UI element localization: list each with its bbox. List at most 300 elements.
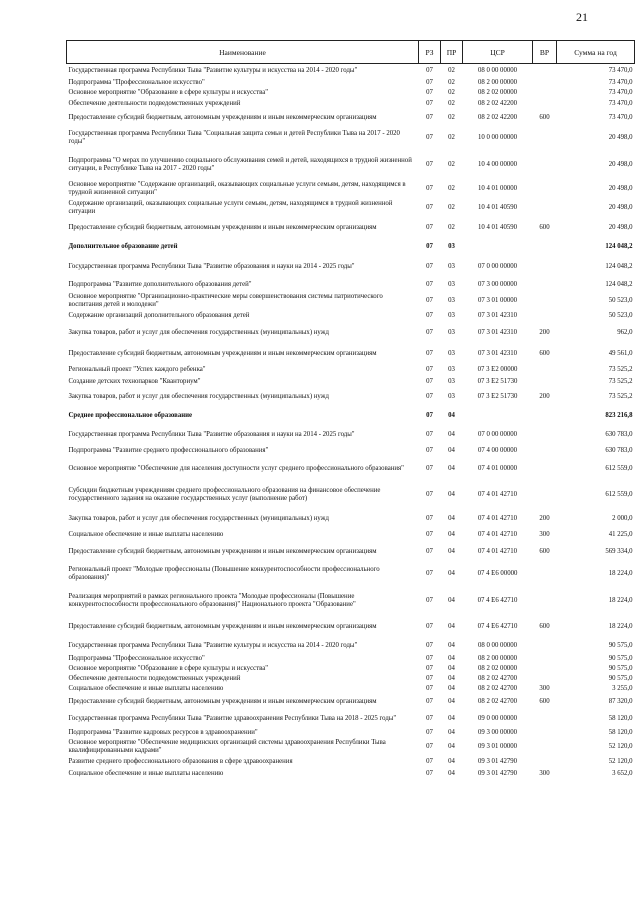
row-rz-cell: 07 xyxy=(426,88,433,96)
table-row xyxy=(67,388,635,406)
row-name-cell: Государственная программа Республики Тыва "Развитие культуры и искусства на 2014 - 2020 годы" xyxy=(68,67,358,75)
row-csr-cell: 09 3 01 00000 xyxy=(477,742,518,750)
row-name-cell: Субсидии бюджетным учреждениям среднего профессионального образования на финансовое обеспечение государственного задания на оказание государственных услуг (выполнение работ) xyxy=(68,487,381,502)
row-rz-cell: 07 xyxy=(426,728,433,736)
row-vr-cell xyxy=(533,364,557,376)
row-rz-cell: 07 xyxy=(426,262,433,270)
row-rz-cell: 07 xyxy=(426,311,433,319)
row-rz-cell: 07 xyxy=(426,113,433,121)
row-csr-cell: 08 2 02 00000 xyxy=(477,664,518,672)
row-name-cell: Предоставление субсидий бюджетным, автономным учреждениям и иным некоммерческим организациям xyxy=(68,697,377,705)
budget-table xyxy=(66,40,635,780)
row-rz-cell: 07 xyxy=(426,328,433,336)
table-row xyxy=(67,528,635,542)
row-name-cell: Основное мероприятие "Образование в сфере культуры и искусства" xyxy=(68,88,269,96)
table-row xyxy=(67,256,635,278)
table-row xyxy=(67,180,635,198)
row-rz-cell: 07 xyxy=(426,365,433,373)
row-vr-cell xyxy=(533,88,557,98)
row-sum-cell: 630 783,0 xyxy=(605,430,633,438)
row-sum-cell: 823 216,8 xyxy=(605,411,633,419)
table-row xyxy=(67,198,635,218)
row-vr-cell: 300 xyxy=(539,769,550,777)
row-vr-cell xyxy=(533,654,557,664)
table-row xyxy=(67,238,635,256)
row-vr-cell xyxy=(533,638,557,654)
row-vr-cell xyxy=(533,710,557,728)
row-csr-cell: 09 3 00 00000 xyxy=(477,728,518,736)
row-vr-cell xyxy=(533,98,557,110)
row-vr-cell xyxy=(533,198,557,218)
table-row xyxy=(67,278,635,292)
row-name-cell: Государственная программа Республики Тыва "Развитие здравоохранения Республики Тыва на 2018 - 2025 годы" xyxy=(68,714,397,722)
row-name-cell: Предоставление субсидий бюджетным, автономным учреждениям и иным некоммерческим организациям xyxy=(68,547,377,555)
row-sum-cell: 124 048,2 xyxy=(605,262,633,270)
row-name-cell: Государственная программа Республики Тыва "Развитие образования и науки на 2014 - 2025 годы" xyxy=(68,430,355,438)
row-sum-cell: 52 120,0 xyxy=(608,757,633,765)
row-rz-cell: 07 xyxy=(426,99,433,107)
table-row xyxy=(67,562,635,586)
row-sum-cell: 58 120,0 xyxy=(608,714,633,722)
row-vr-cell: 300 xyxy=(539,684,550,692)
table-row xyxy=(67,426,635,444)
row-pr-cell: 04 xyxy=(448,430,455,438)
row-sum-cell: 962,0 xyxy=(617,328,633,336)
table-row xyxy=(67,510,635,528)
row-sum-cell: 73 525,2 xyxy=(608,365,633,373)
row-vr-cell xyxy=(533,586,557,616)
row-pr-cell: 02 xyxy=(448,88,455,96)
row-sum-cell: 612 559,0 xyxy=(605,464,633,472)
row-pr-cell: 03 xyxy=(448,349,455,357)
row-rz-cell: 07 xyxy=(426,674,433,682)
row-pr-cell: 03 xyxy=(448,392,455,400)
row-sum-cell: 20 498,0 xyxy=(608,160,633,168)
row-vr-cell: 600 xyxy=(539,622,550,630)
row-csr-cell: 07 4 01 42710 xyxy=(477,514,518,522)
row-pr-cell: 04 xyxy=(448,547,455,555)
row-pr-cell: 04 xyxy=(448,514,455,522)
row-name-cell: Предоставление субсидий бюджетным, автономным учреждениям и иным некоммерческим организациям xyxy=(68,349,377,357)
table-row xyxy=(67,444,635,458)
row-name-cell: Закупка товаров, работ и услуг для обеспечения государственных (муниципальных) нужд xyxy=(68,328,329,336)
table-row xyxy=(67,728,635,738)
row-pr-cell: 04 xyxy=(448,728,455,736)
row-vr-cell xyxy=(533,728,557,738)
row-pr-cell: 03 xyxy=(448,377,455,385)
row-csr-cell: 07 3 01 42310 xyxy=(477,311,518,319)
row-csr-cell: 09 3 01 42790 xyxy=(477,757,518,765)
row-rz-cell: 07 xyxy=(426,514,433,522)
row-pr-cell: 02 xyxy=(448,78,455,86)
row-rz-cell: 07 xyxy=(426,569,433,577)
row-name-cell: Среднее профессиональное образование xyxy=(68,411,193,419)
row-name-cell: Обеспечение деятельности подведомственных учреждений xyxy=(68,674,241,682)
row-pr-cell: 04 xyxy=(448,654,455,662)
row-vr-cell xyxy=(533,664,557,674)
row-csr-cell: 08 0 00 00000 xyxy=(477,67,518,75)
row-rz-cell: 07 xyxy=(426,697,433,705)
row-sum-cell: 90 575,0 xyxy=(608,654,633,662)
row-name-cell: Социальное обеспечение и иные выплаты населению xyxy=(68,684,224,692)
table-row xyxy=(67,78,635,88)
row-rz-cell: 07 xyxy=(426,757,433,765)
row-vr-cell xyxy=(533,126,557,150)
row-rz-cell: 07 xyxy=(426,349,433,357)
row-sum-cell: 3 652,0 xyxy=(612,769,633,777)
table-row xyxy=(67,458,635,480)
row-pr-cell: 02 xyxy=(448,99,455,107)
row-name-cell: Подпрограмма "Профессиональное искусство" xyxy=(68,78,205,86)
row-rz-cell: 07 xyxy=(426,184,433,192)
row-pr-cell: 04 xyxy=(448,622,455,630)
row-rz-cell: 07 xyxy=(426,411,433,419)
row-csr-cell xyxy=(463,406,533,426)
row-rz-cell: 07 xyxy=(426,742,433,750)
row-csr-cell: 10 4 00 00000 xyxy=(477,160,518,168)
table-row xyxy=(67,654,635,664)
table-row xyxy=(67,322,635,344)
row-name-cell: Предоставление субсидий бюджетным, автономным учреждениям и иным некоммерческим организациям xyxy=(68,113,377,121)
row-name-cell: Подпрограмма "О мерах по улучшению социального обслуживания семей и детей, находящихся в трудной жизненной ситуации, в Республике Тыва на 2017 - 2020 годы" xyxy=(68,157,412,172)
row-sum-cell: 569 334,0 xyxy=(605,547,633,555)
row-vr-cell: 600 xyxy=(539,223,550,231)
row-pr-cell: 04 xyxy=(448,490,455,498)
table-row xyxy=(67,694,635,710)
row-vr-cell xyxy=(533,738,557,756)
row-rz-cell: 07 xyxy=(426,490,433,498)
table-row xyxy=(67,768,635,780)
row-vr-cell xyxy=(533,256,557,278)
row-rz-cell: 07 xyxy=(426,377,433,385)
row-rz-cell: 07 xyxy=(426,714,433,722)
row-rz-cell: 07 xyxy=(426,67,433,75)
row-pr-cell: 04 xyxy=(448,464,455,472)
table-row xyxy=(67,344,635,364)
row-pr-cell: 04 xyxy=(448,742,455,750)
header-rz: РЗ xyxy=(419,41,441,64)
row-vr-cell xyxy=(533,238,557,256)
row-rz-cell: 07 xyxy=(426,280,433,288)
row-pr-cell: 04 xyxy=(448,446,455,454)
row-sum-cell: 90 575,0 xyxy=(608,641,633,649)
row-name-cell: Региональный проект "Молодые профессионалы (Повышение конкурентоспособности профессионального образования)" xyxy=(68,566,380,581)
row-sum-cell: 612 559,0 xyxy=(605,490,633,498)
table-body xyxy=(67,64,635,780)
row-csr-cell: 08 2 02 42200 xyxy=(477,99,518,107)
row-csr-cell: 07 3 Е2 51730 xyxy=(477,377,518,385)
row-pr-cell: 04 xyxy=(448,714,455,722)
table-row xyxy=(67,638,635,654)
row-vr-cell xyxy=(533,458,557,480)
row-vr-cell: 600 xyxy=(539,349,550,357)
row-csr-cell: 10 4 01 00000 xyxy=(477,184,518,192)
page-number: 21 xyxy=(576,10,588,24)
table-row xyxy=(67,150,635,180)
row-vr-cell xyxy=(533,444,557,458)
row-csr-cell: 08 2 02 42700 xyxy=(477,674,518,682)
row-name-cell: Закупка товаров, работ и услуг для обеспечения государственных (муниципальных) нужд xyxy=(68,392,329,400)
row-csr-cell: 08 0 00 00000 xyxy=(477,641,518,649)
table-row xyxy=(67,98,635,110)
row-sum-cell: 124 048,2 xyxy=(605,242,633,250)
row-csr-cell: 07 3 00 00000 xyxy=(477,280,518,288)
row-pr-cell: 03 xyxy=(448,296,455,304)
row-csr-cell: 10 4 01 40590 xyxy=(477,203,518,211)
table-row xyxy=(67,480,635,510)
row-rz-cell: 07 xyxy=(426,133,433,141)
row-vr-cell xyxy=(533,406,557,426)
row-pr-cell: 04 xyxy=(448,411,455,419)
header-pr: ПР xyxy=(441,41,463,64)
row-csr-cell: 07 4 01 42710 xyxy=(477,490,518,498)
row-vr-cell xyxy=(533,310,557,322)
row-sum-cell: 50 523,0 xyxy=(608,311,633,319)
row-name-cell: Реализация мероприятий в рамках регионального проекта "Молодые профессионалы (Повышение конкурентоспособности профессионального образования)" Национального проекта "Образование" xyxy=(68,593,356,608)
row-name-cell: Содержание организаций, оказывающих социальные услуги семьям, детям, находящимся в трудной жизненной ситуации xyxy=(68,200,393,215)
header-csr: ЦСР xyxy=(463,41,533,64)
table-row xyxy=(67,406,635,426)
table-row xyxy=(67,684,635,694)
row-sum-cell: 20 498,0 xyxy=(608,203,633,211)
row-csr-cell xyxy=(463,238,533,256)
row-rz-cell: 07 xyxy=(426,203,433,211)
row-pr-cell: 03 xyxy=(448,280,455,288)
table-row xyxy=(67,664,635,674)
row-csr-cell: 08 2 00 00000 xyxy=(477,654,518,662)
row-csr-cell: 10 4 01 40590 xyxy=(477,223,518,231)
row-pr-cell: 04 xyxy=(448,684,455,692)
header-sum: Сумма на год xyxy=(557,41,635,64)
table-row xyxy=(67,110,635,126)
row-name-cell: Закупка товаров, работ и услуг для обеспечения государственных (муниципальных) нужд xyxy=(68,514,329,522)
row-name-cell: Основное мероприятие "Организационно-практические меры совершенствования системы патриотического воспитания детей и молодежи" xyxy=(68,293,383,308)
row-pr-cell: 02 xyxy=(448,184,455,192)
row-pr-cell: 03 xyxy=(448,328,455,336)
row-sum-cell: 52 120,0 xyxy=(608,742,633,750)
row-csr-cell: 08 2 02 42700 xyxy=(477,697,518,705)
row-csr-cell: 07 3 01 42310 xyxy=(477,349,518,357)
table-row xyxy=(67,674,635,684)
row-vr-cell xyxy=(533,150,557,180)
row-name-cell: Содержание организаций дополнительного образования детей xyxy=(68,311,250,319)
header-row xyxy=(67,41,635,64)
row-rz-cell: 07 xyxy=(426,160,433,168)
row-pr-cell: 02 xyxy=(448,133,455,141)
row-name-cell: Основное мероприятие "Обеспечение медицинских организаций системы здравоохранения Республики Тыва квалифицированными кадрами" xyxy=(68,739,386,754)
table-row xyxy=(67,364,635,376)
row-pr-cell: 04 xyxy=(448,664,455,672)
row-rz-cell: 07 xyxy=(426,530,433,538)
row-sum-cell: 630 783,0 xyxy=(605,446,633,454)
row-sum-cell: 20 498,0 xyxy=(608,184,633,192)
row-sum-cell: 73 470,0 xyxy=(608,78,633,86)
row-csr-cell: 08 2 00 00000 xyxy=(477,78,518,86)
row-vr-cell: 300 xyxy=(539,530,550,538)
row-sum-cell: 20 498,0 xyxy=(608,133,633,141)
row-rz-cell: 07 xyxy=(426,242,433,250)
row-sum-cell: 124 048,2 xyxy=(605,280,633,288)
header-name: Наименование xyxy=(67,41,419,64)
row-vr-cell xyxy=(533,376,557,388)
row-rz-cell: 07 xyxy=(426,654,433,662)
row-pr-cell: 03 xyxy=(448,365,455,373)
row-vr-cell xyxy=(533,278,557,292)
row-rz-cell: 07 xyxy=(426,622,433,630)
row-csr-cell: 07 3 01 42310 xyxy=(477,328,518,336)
row-vr-cell: 600 xyxy=(539,113,550,121)
table-row xyxy=(67,64,635,78)
row-csr-cell: 07 4 01 42710 xyxy=(477,547,518,555)
row-csr-cell: 08 2 02 42200 xyxy=(477,113,518,121)
row-sum-cell: 3 255,0 xyxy=(612,684,633,692)
row-pr-cell: 02 xyxy=(448,67,455,75)
row-name-cell: Дополнительное образование детей xyxy=(68,242,178,250)
table-row xyxy=(67,586,635,616)
row-vr-cell: 600 xyxy=(539,697,550,705)
row-name-cell: Социальное обеспечение и иные выплаты населению xyxy=(68,530,224,538)
row-name-cell: Социальное обеспечение и иные выплаты населению xyxy=(68,769,224,777)
row-pr-cell: 04 xyxy=(448,697,455,705)
row-name-cell: Создание детских технопарков "Кванториум" xyxy=(68,377,201,385)
table-row xyxy=(67,738,635,756)
row-csr-cell: 07 3 Е2 00000 xyxy=(477,365,518,373)
row-vr-cell xyxy=(533,674,557,684)
table-row xyxy=(67,292,635,310)
row-vr-cell: 200 xyxy=(539,514,550,522)
row-name-cell: Основное мероприятие "Образование в сфере культуры и искусства" xyxy=(68,664,269,672)
row-name-cell: Государственная программа Республики Тыва "Развитие образования и науки на 2014 - 2025 годы" xyxy=(68,262,355,270)
row-name-cell: Подпрограмма "Развитие дополнительного образования детей" xyxy=(68,280,252,288)
row-csr-cell: 07 3 Е2 51730 xyxy=(477,392,518,400)
row-name-cell: Предоставление субсидий бюджетным, автономным учреждениям и иным некоммерческим организациям xyxy=(68,622,377,630)
header-vr: ВР xyxy=(533,41,557,64)
row-csr-cell: 07 4 Е6 42710 xyxy=(477,622,518,630)
row-pr-cell: 03 xyxy=(448,311,455,319)
row-csr-cell: 09 3 01 42790 xyxy=(477,769,518,777)
row-vr-cell xyxy=(533,78,557,88)
row-vr-cell xyxy=(533,292,557,310)
row-vr-cell: 200 xyxy=(539,392,550,400)
row-sum-cell: 58 120,0 xyxy=(608,728,633,736)
row-sum-cell: 18 224,0 xyxy=(608,622,633,630)
row-pr-cell: 02 xyxy=(448,203,455,211)
row-pr-cell: 04 xyxy=(448,769,455,777)
row-rz-cell: 07 xyxy=(426,769,433,777)
row-vr-cell xyxy=(533,756,557,768)
row-rz-cell: 07 xyxy=(426,430,433,438)
row-rz-cell: 07 xyxy=(426,641,433,649)
row-pr-cell: 02 xyxy=(448,160,455,168)
row-csr-cell: 07 0 00 00000 xyxy=(477,430,518,438)
table-row xyxy=(67,616,635,638)
row-csr-cell: 07 4 Е6 42710 xyxy=(477,596,518,604)
table-row xyxy=(67,126,635,150)
row-rz-cell: 07 xyxy=(426,223,433,231)
row-pr-cell: 02 xyxy=(448,223,455,231)
row-csr-cell: 07 0 00 00000 xyxy=(477,262,518,270)
row-sum-cell: 90 575,0 xyxy=(608,674,633,682)
row-sum-cell: 2 000,0 xyxy=(612,514,633,522)
row-csr-cell: 08 2 02 42700 xyxy=(477,684,518,692)
row-csr-cell: 10 0 00 00000 xyxy=(477,133,518,141)
row-csr-cell: 07 3 01 00000 xyxy=(477,296,518,304)
row-name-cell: Обеспечение деятельности подведомственных учреждений xyxy=(68,99,241,107)
row-sum-cell: 18 224,0 xyxy=(608,569,633,577)
row-pr-cell: 04 xyxy=(448,757,455,765)
row-vr-cell xyxy=(533,480,557,510)
row-sum-cell: 41 225,0 xyxy=(608,530,633,538)
row-vr-cell: 600 xyxy=(539,547,550,555)
row-sum-cell: 73 525,2 xyxy=(608,377,633,385)
row-pr-cell: 04 xyxy=(448,674,455,682)
row-sum-cell: 73 470,0 xyxy=(608,99,633,107)
row-rz-cell: 07 xyxy=(426,596,433,604)
row-vr-cell xyxy=(533,64,557,78)
row-rz-cell: 07 xyxy=(426,547,433,555)
table-row xyxy=(67,376,635,388)
row-csr-cell: 07 4 00 00000 xyxy=(477,446,518,454)
row-sum-cell: 87 320,0 xyxy=(608,697,633,705)
row-csr-cell: 08 2 02 00000 xyxy=(477,88,518,96)
row-sum-cell: 18 224,0 xyxy=(608,596,633,604)
row-sum-cell: 20 498,0 xyxy=(608,223,633,231)
row-rz-cell: 07 xyxy=(426,78,433,86)
row-pr-cell: 04 xyxy=(448,596,455,604)
row-sum-cell: 90 575,0 xyxy=(608,664,633,672)
row-vr-cell xyxy=(533,180,557,198)
row-name-cell: Государственная программа Республики Тыва "Развитие культуры и искусства на 2014 - 2020 годы" xyxy=(68,641,358,649)
row-pr-cell: 04 xyxy=(448,641,455,649)
row-csr-cell: 07 4 01 42710 xyxy=(477,530,518,538)
row-name-cell: Подпрограмма "Развитие кадровых ресурсов в здравоохранении" xyxy=(68,728,258,736)
row-name-cell: Подпрограмма "Профессиональное искусство" xyxy=(68,654,205,662)
row-pr-cell: 03 xyxy=(448,242,455,250)
row-name-cell: Региональный проект "Успех каждого ребенка" xyxy=(68,365,206,373)
row-sum-cell: 49 561,0 xyxy=(608,349,633,357)
row-rz-cell: 07 xyxy=(426,446,433,454)
row-vr-cell: 200 xyxy=(539,328,550,336)
row-rz-cell: 07 xyxy=(426,296,433,304)
table-row xyxy=(67,218,635,238)
row-pr-cell: 04 xyxy=(448,569,455,577)
row-pr-cell: 02 xyxy=(448,113,455,121)
row-vr-cell xyxy=(533,426,557,444)
table-row xyxy=(67,542,635,562)
row-rz-cell: 07 xyxy=(426,392,433,400)
row-csr-cell: 07 4 01 00000 xyxy=(477,464,518,472)
row-rz-cell: 07 xyxy=(426,684,433,692)
row-rz-cell: 07 xyxy=(426,464,433,472)
row-sum-cell: 73 525,2 xyxy=(608,392,633,400)
row-name-cell: Подпрограмма "Развитие среднего профессионального образования" xyxy=(68,446,269,454)
row-name-cell: Государственная программа Республики Тыва "Социальная защита семьи и детей Республики Тыва на 2017 - 2020 годы" xyxy=(68,130,400,145)
table-row xyxy=(67,756,635,768)
row-name-cell: Предоставление субсидий бюджетным, автономным учреждениям и иным некоммерческим организациям xyxy=(68,223,377,231)
row-sum-cell: 73 470,0 xyxy=(608,67,633,75)
table-row xyxy=(67,710,635,728)
table-row xyxy=(67,88,635,98)
row-sum-cell: 50 523,0 xyxy=(608,296,633,304)
row-vr-cell xyxy=(533,562,557,586)
row-name-cell: Развитие среднего профессионального образования в сфере здравоохранения xyxy=(68,757,293,765)
row-csr-cell: 09 0 00 00000 xyxy=(477,714,518,722)
row-sum-cell: 73 470,0 xyxy=(608,113,633,121)
row-pr-cell: 03 xyxy=(448,262,455,270)
row-rz-cell: 07 xyxy=(426,664,433,672)
row-pr-cell: 04 xyxy=(448,530,455,538)
row-name-cell: Основное мероприятие "Содержание организаций, оказывающих социальные услуги семьям, детям, находящимся в трудной жизненной ситуации" xyxy=(68,181,406,196)
